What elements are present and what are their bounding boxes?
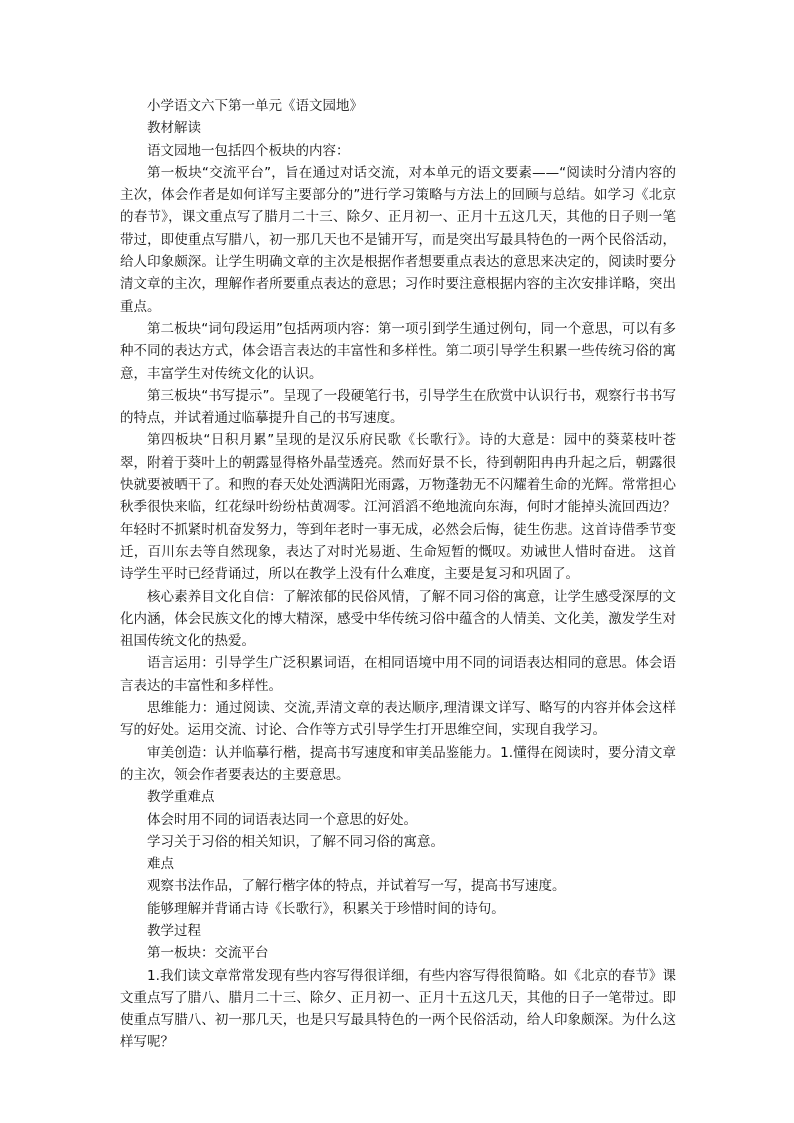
section-heading-key-difficulties: 教学重难点 <box>147 789 215 806</box>
paragraph-block-2: 第二板块“词句段运用”包括两项内容：第一项引到学生通过例句，同一个意思，可以有多种不同的表达方式，体会语言表达的丰富性和多样性。第二项引导学生积累一些传统习俗的寓意，丰富学生对传统文化的认识。 <box>120 320 676 382</box>
paragraph-difficulty-1: 观察书法作品，了解行楷字体的特点，并试着写一写，提高书写速度。 <box>147 878 566 895</box>
paragraph-block-3: 第三板块“书写提示”。呈现了一段硬笔行书，引导学生在欣赏中认识行书，观察行书书写的特点，并试着通过临摹提升自己的书写速度。 <box>120 387 676 427</box>
section-heading-teaching-process: 教学过程 <box>147 922 201 939</box>
document-body <box>120 95 676 1054</box>
paragraph-language-use: 语言运用：引导学生广泛积累词语，在相同语境中用不同的词语表达相同的意思。体会语言表达的丰富性和多样性。 <box>120 655 676 694</box>
section-heading-difficulty: 难点 <box>147 856 174 873</box>
paragraph-key-point-2: 学习关于习俗的相关知识，了解不同习俗的寓意。 <box>147 833 444 850</box>
document-title: 小学语文六下第一单元《语文园地》 <box>147 98 363 114</box>
subheading-block-1: 第一板块：交流平台 <box>147 945 269 962</box>
paragraph-process-1: 1.我们读文章常常发现有些内容写得很详细，有些内容写得很简略。如《北京的春节》课文重点写了腊八、腊月二十三、除夕、正月初一、正月十五这几天，其他的日子一笔带过。即使重点写腊八、初一那几天，也是只写最具特色的一两个民俗活动，给人印象颇深。为什么这样写呢？ <box>120 967 676 1051</box>
paragraph-key-point-1: 体会时用不同的词语表达同一个意思的好处。 <box>147 811 417 828</box>
paragraph-cultural-confidence: 核心素养目文化自信：了解浓郁的民俗风情，了解不同习俗的寓意，让学生感受深厚的文化内涵，体会民族文化的博大精深，感受中华传统习俗中蕴含的人情美、文化美，激发学生对祖国传统文化的热爱。 <box>120 588 676 650</box>
paragraph-aesthetic-creation: 审美创造：认并临摹行楷，提高书写速度和审美品鉴能力。1.懂得在阅读时，要分清文章的主次，领会作者要表达的主要意思。 <box>120 744 676 783</box>
paragraph-block-4: 第四板块“日积月累”呈现的是汉乐府民歌《长歌行》。诗的大意是：园中的葵菜枝叶苍翠，附着于葵叶上的朝露显得格外晶莹透亮。然而好景不长，待到朝阳冉冉升起之后，朝露很快就要被晒干了。和煦的春天处处洒满阳光雨露，万物蓬勃无不闪耀着生命的光辉。常常担心秋季很快来临，红花绿叶纷纷枯黄凋零。江河滔滔不绝地流向东海，何时才能掉头流回西边？年轻时不抓紧时机奋发努力，等到年老时一事无成，必然会后悔，徒生伤悲。这首诗借季节变迁，百川东去等自然现象，表达了对时光易逝、生命短暂的慨叹。劝诫世人惜时奋进。 这首诗学生平时已经背诵过，所以在教学上没有什么难度，主要是复习和巩固了。 <box>120 432 676 583</box>
paragraph-intro: 语文园地一包括四个板块的内容： <box>147 142 350 159</box>
section-heading-textbook-analysis: 教材解读 <box>147 120 201 137</box>
paragraph-thinking-ability: 思维能力：通过阅读、交流,弄清文章的表达顺序,理清课文详写、略写的内容并体会这样写的好处。运用交流、讨论、合作等方式引导学生打开思维空间，实现自我学习。 <box>120 700 676 739</box>
paragraph-difficulty-2: 能够理解并背诵古诗《长歌行》，积累关于珍惜时间的诗句。 <box>147 900 505 917</box>
paragraph-block-1: 第一板块“交流平台”，旨在通过对话交流，对本单元的语文要素——“阅读时分清内容的主次，体会作者是如何详写主要部分的”进行学习策略与方法上的回顾与总结。如学习《北京的春节》，课文重点写了腊月二十三、除夕、正月初一、正月十五这几天，其他的日子则一笔带过，即使重点写腊八，初一那几天也不是铺开写，而是突出写最具特色的一两个民俗活动，给人印象颇深。让学生明确文章的主次是根据作者想要重点表达的意思来决定的，阅读时要分清文章的主次，理解作者所要重点表达的意思；习作时要注意根据内容的主次安排详略，突出重点。 <box>120 164 676 315</box>
